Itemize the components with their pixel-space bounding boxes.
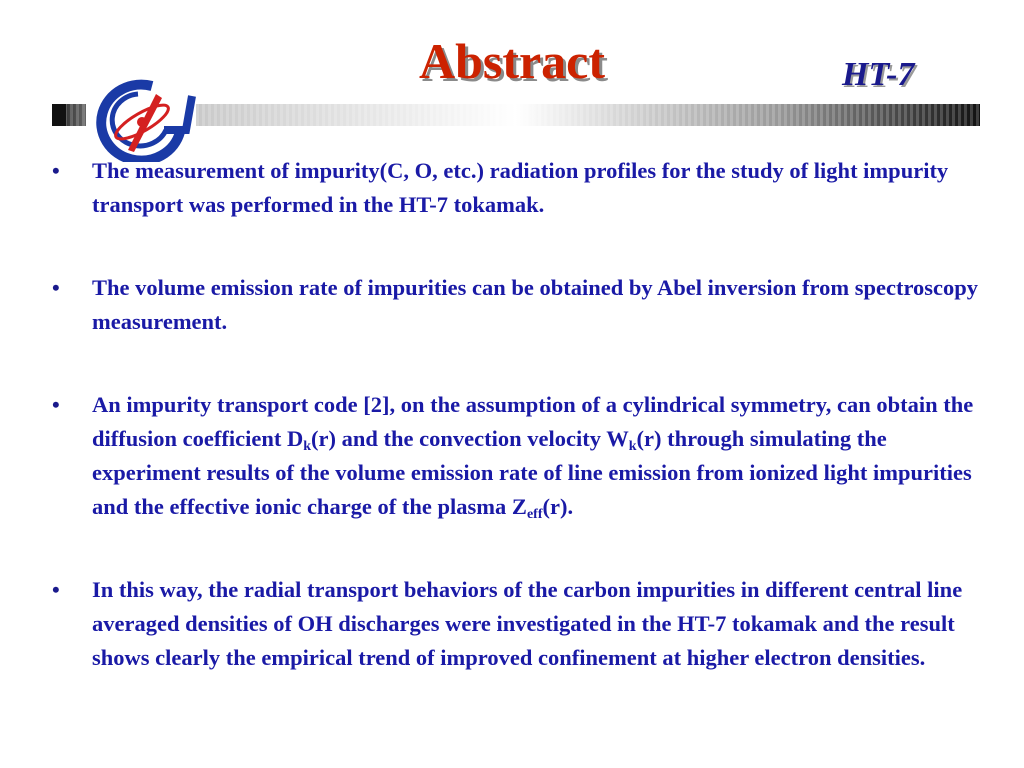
bullet-text-part: (r) through simulating the experiment results of the volume emission rate of line emission from ionized light impurities and the effective ionic charge of the plasma Z bbox=[92, 426, 972, 519]
slide-tag: HT-7 bbox=[842, 56, 915, 93]
subscript: k bbox=[303, 439, 312, 454]
bullet-text-part: An impurity transport code [2], on the assumption of a cylindrical symmetry, can obtain the diffusion coefficient D bbox=[92, 392, 974, 451]
bullet-item bbox=[52, 154, 982, 222]
bullet-list bbox=[52, 154, 982, 675]
bullet-dot: • bbox=[52, 275, 60, 300]
bullet-item bbox=[52, 388, 982, 524]
bullet-item bbox=[52, 271, 982, 339]
bullet-dot: • bbox=[52, 392, 60, 417]
bullet-text: In this way, the radial transport behaviors of the carbon impurities in different central line averaged densities of OH discharges were investigated in the HT-7 tokamak and the result shows clearly the empirical trend of improved confinement at higher electron densities. bbox=[92, 577, 963, 670]
bullet-dot: • bbox=[52, 577, 60, 602]
bullet-text-part: (r). bbox=[542, 494, 574, 519]
bullet-text-part: (r) and the convection velocity W bbox=[311, 426, 629, 451]
bullet-text: The measurement of impurity(C, O, etc.) radiation profiles for the study of light impurity transport was performed in the HT-7 tokamak. bbox=[92, 158, 949, 217]
subscript: eff bbox=[526, 507, 543, 522]
subscript: k bbox=[628, 439, 637, 454]
bullet-dot: • bbox=[52, 158, 60, 183]
bullet-text: The volume emission rate of impurities can be obtained by Abel inversion from spectroscopy measurement. bbox=[92, 275, 979, 334]
bullet-item bbox=[52, 573, 982, 675]
slide-title: Abstract bbox=[418, 33, 606, 89]
